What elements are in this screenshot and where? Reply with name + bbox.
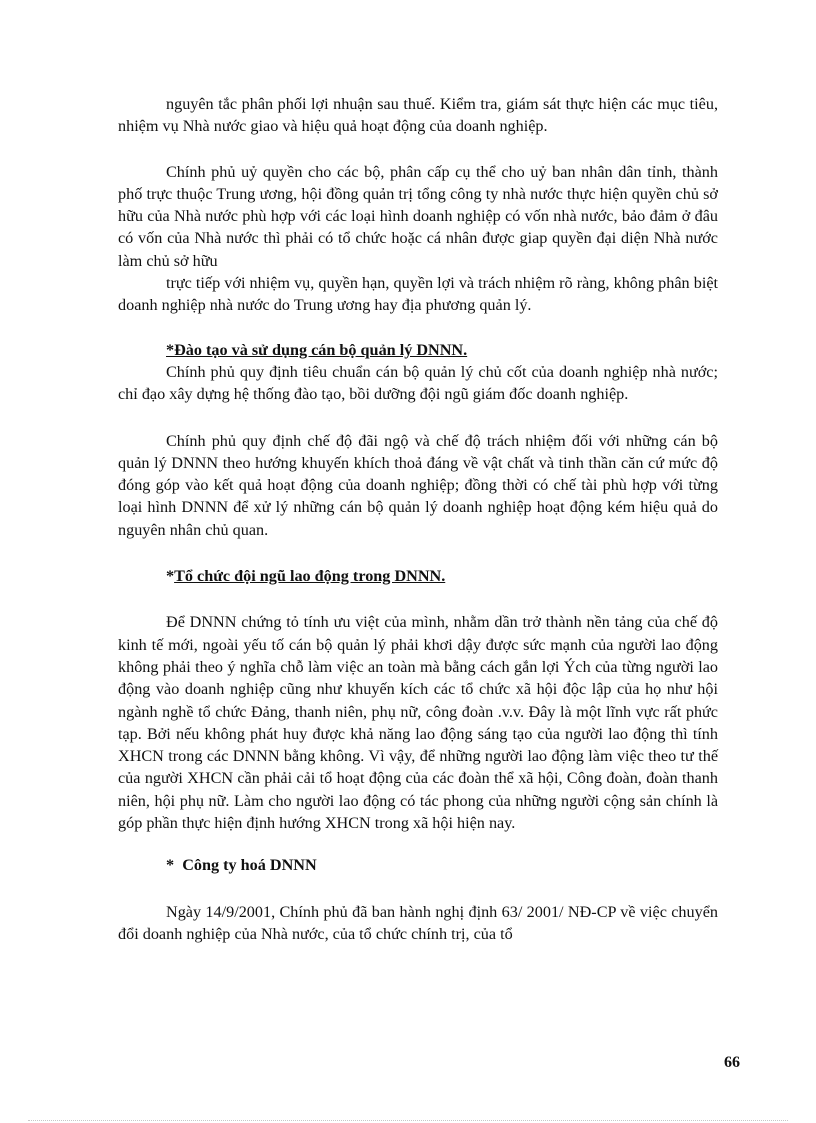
page-number: 66 bbox=[724, 1054, 740, 1071]
document-body bbox=[118, 93, 718, 945]
paragraph-profit-distribution: nguyên tắc phân phối lợi nhuận sau thuế. Kiểm tra, giám sát thực hiện các mục tiêu, nhiệm vụ Nhà nước giao và hiệu quả hoạt động của doanh nghiệp. bbox=[118, 95, 718, 136]
paragraph-decree: Ngày 14/9/2001, Chính phủ đã ban hành nghị định 63/ 2001/ NĐ-CP về việc chuyển đổi doanh nghiệp của Nhà nước, của tổ chức chính trị, của tổ bbox=[118, 902, 718, 943]
paragraph-direct-responsibility: trực tiếp với nhiệm vụ, quyền hạn, quyền lợi và trách nhiệm rõ ràng, không phân biệt doanh nghiệp nhà nước do Trung ương hay địa phương quản lý. bbox=[118, 274, 718, 315]
heading-manager-training-text: *Đào tạo và sử dụng cán bộ quản lý DNNN. bbox=[166, 340, 468, 359]
heading-workforce-text: Tổ chức đội ngũ lao động trong DNNN. bbox=[174, 567, 446, 586]
paragraph-manager-incentives: Chính phủ quy định chế độ đãi ngộ và chế độ trách nhiệm đối với những cán bộ quản lý DNNN theo hướng khuyến khích thoả đáng về vật chất và tinh thần căn cứ mức độ đóng góp vào kết quả hoạt động của doanh nghiệp; đồng thời có chế tài phù hợp với từng loại hình DNNN để xử lý những cán bộ quản lý doanh nghiệp hoạt động kém hiệu quả do nguyên nhân chủ quan. bbox=[118, 431, 718, 539]
heading-workforce bbox=[166, 565, 718, 587]
paragraph-manager-standards: Chính phủ quy định tiêu chuẩn cán bộ quản lý chủ cốt của doanh nghiệp nhà nước; chỉ đạo xây dựng hệ thống đào tạo, bồi dưỡng đội ngũ giám đốc doanh nghiệp. bbox=[118, 362, 718, 404]
footer-divider bbox=[28, 1120, 788, 1121]
heading-workforce-star: * bbox=[166, 567, 175, 586]
heading-manager-training bbox=[166, 339, 718, 361]
paragraph-government-delegation: Chính phủ uỷ quyền cho các bộ, phân cấp cụ thể cho uỷ ban nhân dân tỉnh, thành phố trực thuộc Trung ương, hội đồng quản trị tổng công ty nhà nước thực hiện quyền chủ sở hữu của Nhà nước phù hợp với các loại hình doanh nghiệp có vốn nhà nước, bảo đảm ở đâu có vốn của Nhà nước thì phải có tổ chức hoặc cá nhân được giap quyền đại diện Nhà nước làm chủ sở hữu bbox=[118, 162, 718, 270]
paragraph-workforce: Để DNNN chứng tỏ tính ưu việt của mình, nhằm dần trở thành nền tảng của chế độ kinh tế mới, ngoài yếu tố cán bộ quản lý phải khơi dậy được sức mạnh của người lao động không phải theo ý nghĩa chỗ làm việc an toàn mà bằng cách gắn lợi Ých của từng người lao động vào doanh nghiệp cũng như khuyến kích các tổ chức xã hội độc lập của họ như hội ngành nghề tổ chức Đảng, thanh niên, phụ nữ, công đoàn .v.v. Đây là một lĩnh vực rất phức tạp. Bởi nếu không phát huy được khả năng lao động sáng tạo của người lao động thì tính XHCN trong các DNNN bằng không. Vì vậy, để những người lao động làm việc theo tư thế của người XHCN cần phải cải tổ hoạt động của các đoàn thể xã hội, Công đoàn, đoàn thanh niên, hội phụ nữ. Làm cho người lao động có tác phong của những người cộng sản chính là góp phần thực hiện định hướng XHCN trong xã hội hiện nay. bbox=[118, 613, 718, 833]
heading-corporatization: * Công ty hoá DNNN bbox=[166, 856, 317, 875]
